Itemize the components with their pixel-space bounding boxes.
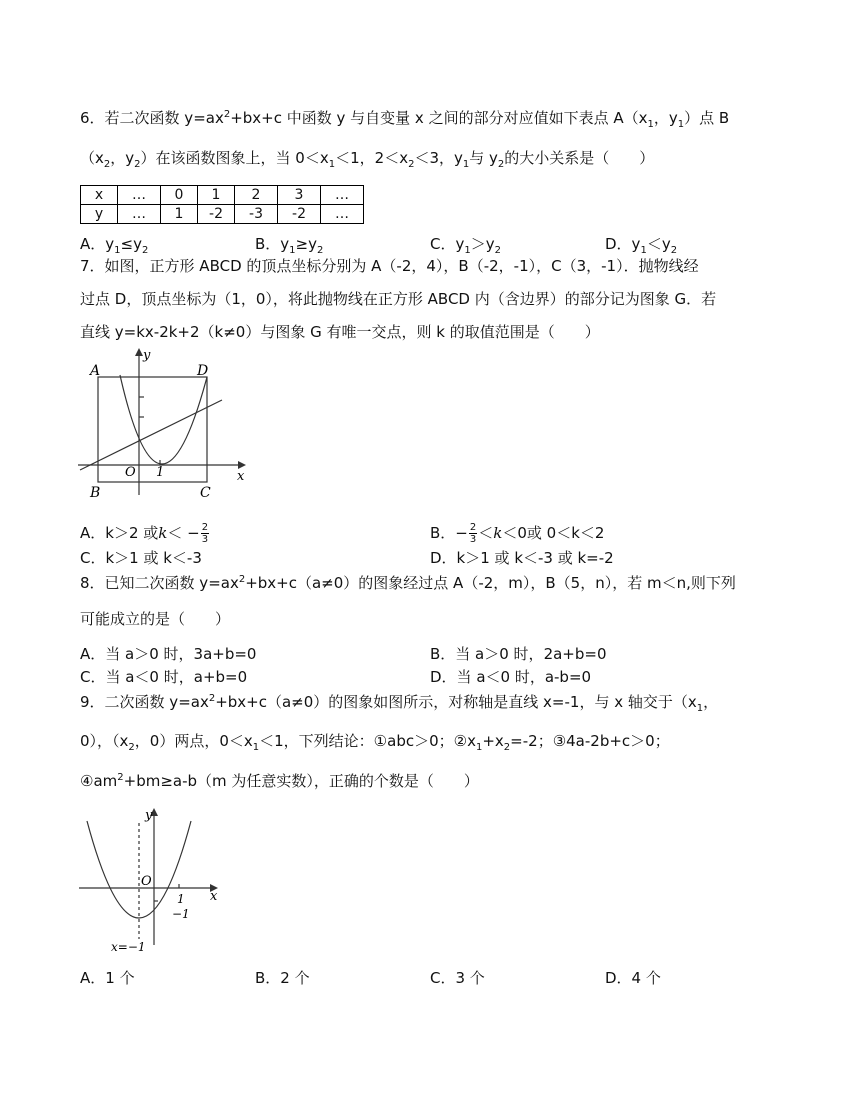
q8-option-c[interactable]: C．当 a＜0 时，a+b=0 (80, 668, 248, 686)
q7-option-a[interactable]: A．k＞2 或k＜ − $\frac{2}{3}$ (80, 522, 209, 545)
table-row (81, 186, 364, 205)
q6-option-a[interactable]: A．$y_1\le y_2$ (80, 235, 149, 256)
q7-stem-line3: 直线 y=kx-2k+2（k≠0）与图象 G 有唯一交点，则 k 的取值范围是（ ） (80, 323, 600, 341)
table-row (81, 205, 364, 224)
label-neg-one: −1 (172, 907, 190, 921)
q8-option-d[interactable]: D．当 a＜0 时，a-b=0 (430, 668, 592, 686)
y-axis-arrow (135, 348, 143, 356)
q9-stem-line3: $④am^2+bm\ge a-b(m$ 为任意实数），正确的个数是（ ） (80, 772, 479, 790)
q6-option-c[interactable]: C．$y_1>y_2$ (430, 235, 501, 256)
label-y: y (143, 348, 151, 363)
label-x: x (237, 469, 245, 484)
q6-option-b[interactable]: B．$y_1\ge y_2$ (255, 235, 324, 256)
q9-option-b[interactable]: B．2 个 (255, 969, 310, 987)
parabola (120, 375, 207, 464)
label-a: A (90, 363, 101, 379)
q8-option-b[interactable]: B．当 a＞0 时，2a+b=0 (430, 645, 607, 663)
q6-value-table (80, 185, 364, 224)
table-cell: … (321, 186, 364, 205)
q7-stem-line2: 过点 D，顶点坐标为（1，0），将此抛物线在正方形 ABCD 内（含边界）的部分记为图象 G．若 (80, 290, 717, 308)
label-o: O (141, 874, 152, 889)
table-cell: x (81, 186, 118, 205)
label-one: 1 (177, 892, 185, 906)
q9-figure (75, 805, 235, 960)
q9-option-a[interactable]: A．1 个 (80, 969, 135, 987)
q7-option-d[interactable]: D．k＞1 或 k＜-3 或 k=-2 (430, 549, 614, 567)
table-cell: 1 (161, 205, 198, 224)
x-axis-arrow (238, 461, 246, 469)
table-cell: … (321, 205, 364, 224)
q8-stem-line2: 可能成立的是（ ） (80, 610, 231, 628)
q8-stem-line1: 8．已知二次函数 $y=ax^2+bx+c(a\ne 0)$的图象经过点 A（-2，m），B（5，n），若 m＜n,则下列 (80, 574, 736, 592)
q6-stem-line1: 6．若二次函数 $y=ax^2+bx+c$ 中函数 y 与自变量 x 之间的部分对应值如下表点 $A(x_1$，$y_1$）点 B (80, 109, 730, 130)
q9-option-c[interactable]: C．3 个 (430, 969, 485, 987)
fraction: $\frac{2}{3}$ (201, 522, 209, 545)
table-cell: -2 (278, 205, 321, 224)
q9-stem-line1: 9．二次函数 $y=ax^2+bx+c(a\ne 0)$的图象如图所示，对称轴是直线 x=-1，与 x 轴交于（$x_1$， (80, 693, 719, 714)
label-y: y (145, 808, 153, 823)
table-cell: 0 (161, 186, 198, 205)
q9-stem-line2: 0），（$x_2$，0）两点，$0<x_1<1$，下列结论：①abc＞0；$②x_1+x_2=-2$；③4a-2b+c＞0； (80, 732, 670, 753)
table-cell: 3 (278, 186, 321, 205)
label-o: O (125, 465, 136, 480)
q9-option-d[interactable]: D．4 个 (605, 969, 661, 987)
q6-option-d[interactable]: D．$y_1<y_2$ (605, 235, 678, 256)
straight-line (80, 400, 222, 470)
q6-stem-line2: （$x_2$，$y_2$）在该函数图象上，当 $0<x_1<1$，$2<x_2<3$，$y_1$与 $y_2$的大小关系是（ ） (80, 149, 655, 170)
label-b: B (90, 485, 101, 501)
q7-figure (70, 345, 260, 505)
q7-option-b[interactable]: B．− $\frac{2}{3}$ ＜k＜0或 0＜k＜2 (430, 522, 605, 545)
label-one: 1 (156, 465, 165, 480)
label-c: C (200, 485, 211, 501)
q7-stem-line1: 7．如图，正方形 ABCD 的顶点坐标分别为 A（-2，4），B（-2，-1），C（3，-1）．抛物线经 (80, 257, 699, 275)
table-cell: 2 (235, 186, 278, 205)
label-x: x (210, 889, 218, 904)
fraction: $\frac{2}{3}$ (469, 522, 477, 545)
q7-option-c[interactable]: C．k＞1 或 k＜-3 (80, 549, 202, 567)
table-cell: … (118, 186, 161, 205)
table-cell: -3 (235, 205, 278, 224)
square-abcd (98, 377, 207, 482)
table-cell: -2 (198, 205, 235, 224)
label-d: D (197, 363, 209, 379)
table-cell: 1 (198, 186, 235, 205)
table-cell: y (81, 205, 118, 224)
q8-option-a[interactable]: A．当 a＞0 时，3a+b=0 (80, 645, 257, 663)
table-cell: … (118, 205, 161, 224)
label-symmetry-axis: x=−1 (111, 940, 146, 954)
